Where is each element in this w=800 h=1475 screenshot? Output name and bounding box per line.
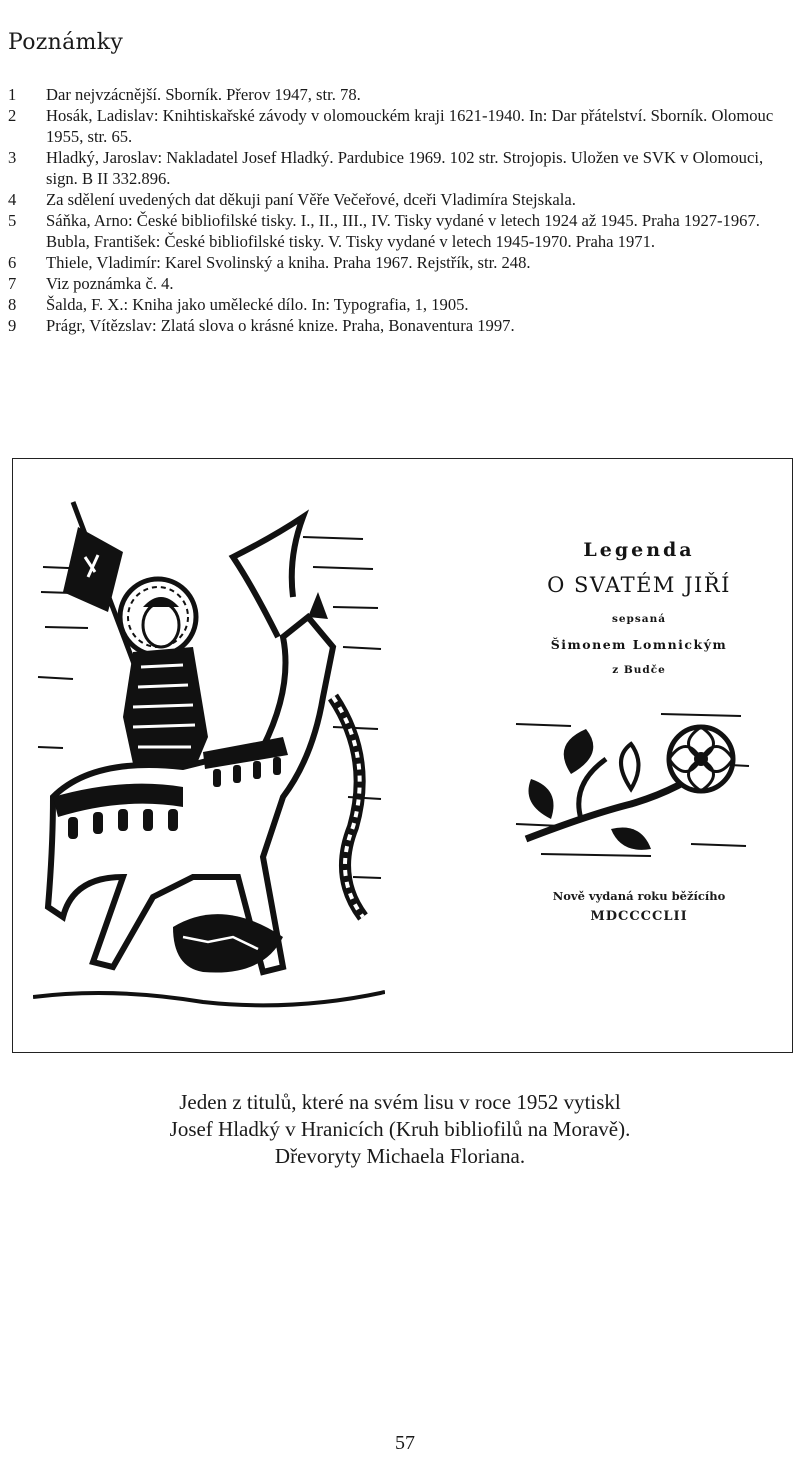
note-number: 2 xyxy=(8,106,17,125)
note-item xyxy=(8,147,793,189)
note-text: Prágr, Vítězslav: Zlatá slova o krásné knize. Praha, Bonaventura 1997. xyxy=(46,316,515,335)
title-legenda: Legenda xyxy=(583,539,695,561)
rose-woodcut-image xyxy=(511,704,751,864)
note-text: Hladký, Jaroslav: Nakladatel Josef Hladký. Pardubice 1969. 102 str. Strojopis. Uložen ve SVK v Olomouci, sign. B II 332.896. xyxy=(46,148,764,188)
title-imprint xyxy=(501,889,777,924)
note-text: Šalda, F. X.: Kniha jako umělecké dílo. In: Typografia, 1, 1905. xyxy=(46,295,469,314)
note-number: 6 xyxy=(8,253,17,272)
title-page-figure xyxy=(12,458,793,1053)
title-issued: Nově vydaná roku běžícího xyxy=(552,889,726,903)
note-text: Za sdělení uvedených dat děkuji paní Věře Večeřové, dceři Vladimíra Stejskala. xyxy=(46,190,576,209)
note-text: Thiele, Vladimír: Karel Svolinský a kniha. Praha 1967. Rejstřík, str. 248. xyxy=(46,253,531,272)
note-number: 9 xyxy=(8,316,17,335)
note-number: 7 xyxy=(8,274,17,293)
note-number: 3 xyxy=(8,148,17,167)
book-title-page xyxy=(501,539,777,676)
note-item xyxy=(8,210,793,252)
st-george-woodcut-image xyxy=(33,497,385,1027)
notes-list xyxy=(8,84,793,336)
caption-line: Jeden z titulů, které na svém lisu v roce 1952 vytiskl xyxy=(179,1090,621,1114)
note-number: 4 xyxy=(8,190,17,209)
note-item xyxy=(8,189,793,210)
note-item xyxy=(8,105,793,147)
title-author: Šimonem Lomnickým xyxy=(550,637,728,652)
note-item xyxy=(8,252,793,273)
note-text: Dar nejvzácnější. Sborník. Přerov 1947, str. 78. xyxy=(46,85,361,104)
note-number: 1 xyxy=(8,85,17,104)
note-text: Sáňka, Arno: České bibliofilské tisky. I., II., III., IV. Tisky vydané v letech 1924 až 1945. Praha 1927-1967. Bubla, František: České bibliofilské tisky. V. Tisky vydané v letech 1945-1970. Praha 1971. xyxy=(46,211,760,251)
note-number: 8 xyxy=(8,295,17,314)
page-heading: Poznámky xyxy=(8,30,124,55)
figure-caption xyxy=(0,1089,800,1170)
title-place: z Budče xyxy=(612,664,666,676)
page-number: 57 xyxy=(395,1432,415,1454)
caption-line: Josef Hladký v Hranicích (Kruh bibliofilů na Moravě). xyxy=(169,1117,631,1141)
note-item xyxy=(8,84,793,105)
note-item xyxy=(8,273,793,294)
title-main: O SVATÉM JIŘÍ xyxy=(547,573,731,597)
title-year: MDCCCCLII xyxy=(590,909,688,924)
note-item xyxy=(8,315,793,336)
caption-line: Dřevoryty Michaela Floriana. xyxy=(274,1144,526,1168)
note-number: 5 xyxy=(8,211,17,230)
note-item xyxy=(8,294,793,315)
note-text: Viz poznámka č. 4. xyxy=(46,274,174,293)
note-text: Hosák, Ladislav: Knihtiskařské závody v olomouckém kraji 1621-1940. In: Dar přátelství. Sborník. Olomouc 1955, str. 65. xyxy=(46,106,774,146)
title-written: sepsaná xyxy=(611,613,667,625)
